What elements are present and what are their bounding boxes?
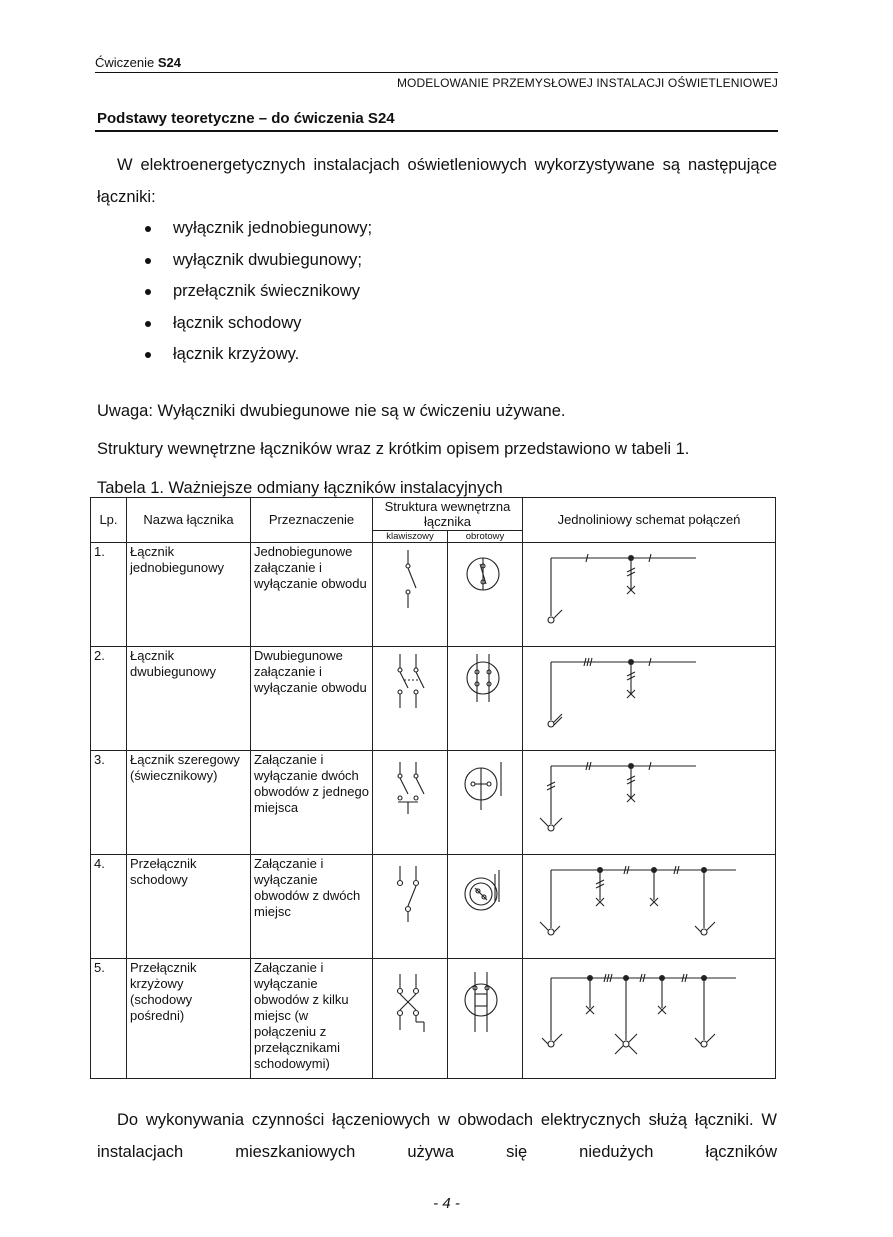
keyed-structure-5 [373,959,448,1079]
closing-paragraph [97,1104,777,1168]
list-item: wyłącznik dwubiegunowy; [145,245,372,277]
rotary-structure-1 [448,543,523,647]
header-keyed: klawiszowy [373,531,448,543]
switch-table [90,497,776,1079]
keyed-structure-1 [373,543,448,647]
keyed-structure-3 [373,751,448,855]
list-item: przełącznik świecznikowy [145,276,372,308]
note-text: Uwaga: Wyłączniki dwubiegunowe nie są w ćwiczeniu używane. [97,402,566,420]
rotary-switch-2pole-icon [451,648,515,738]
schema-2 [523,647,776,751]
row-purpose: Załączanie i wyłączanie obwodów z kilku miejsc (w połączeniu z przełącznikami schodowymi) [251,959,373,1079]
keyed-switch-2pole-icon [376,648,440,738]
rotary-switch-1pole-icon [451,544,515,634]
wiring-diagram-5-icon [526,960,766,1070]
rotary-structure-2 [448,647,523,751]
exercise-label [95,55,181,70]
rotary-structure-3 [448,751,523,855]
table-row [91,751,776,855]
table-row [91,543,776,647]
row-name: Łącznik szeregowy (świecznikowy) [127,751,251,855]
row-name: Łącznik jednobiegunowy [127,543,251,647]
row-lp: 5. [91,959,127,1079]
list-item: łącznik krzyżowy. [145,339,372,371]
header-subtitle: MODELOWANIE PRZEMYSŁOWEJ INSTALACJI OŚWIETLENIOWEJ [396,76,778,90]
keyed-switch-series-icon [376,752,440,842]
header-rule [95,72,778,73]
section-title-bold: Podstawy teoretyczne [97,110,255,127]
row-name: Przełącznik schodowy [127,855,251,959]
schema-4 [523,855,776,959]
keyed-switch-cross-icon [376,960,440,1060]
schema-3 [523,751,776,855]
list-item: wyłącznik jednobiegunowy; [145,213,372,245]
row-name: Przełącznik krzyżowy (schodowy pośredni) [127,959,251,1079]
wiring-diagram-2-icon [526,648,766,748]
list-item: łącznik schodowy [145,308,372,340]
row-purpose: Załączanie i wyłączanie obwodów z dwóch miejsc [251,855,373,959]
row-purpose: Dwubiegunowe załączanie i wyłączanie obwodu [251,647,373,751]
rotary-structure-4 [448,855,523,959]
table-caption: Tabela 1. Ważniejsze odmiany łączników instalacyjnych [97,479,503,497]
switch-types-list [145,213,372,371]
intro-paragraph [97,149,777,213]
section-title-rest: – do ćwiczenia S24 [254,110,395,127]
rotary-switch-series-icon [451,752,515,842]
exercise-code: S24 [157,55,182,70]
rotary-switch-staircase-icon [451,856,515,946]
row-lp: 1. [91,543,127,647]
rotary-structure-5 [448,959,523,1079]
table-intro-text: Struktury wewnętrzne łączników wraz z krótkim opisem przedstawiono w tabeli 1. [97,440,690,458]
table-row [91,855,776,959]
schema-5 [523,959,776,1079]
header-rotary: obrotowy [448,531,523,543]
schema-1 [523,543,776,647]
row-lp: 3. [91,751,127,855]
rotary-switch-cross-icon [451,960,515,1060]
section-rule [95,130,778,132]
wiring-diagram-4-icon [526,856,766,956]
closing-paragraph-text: Do wykonywania czynności łączeniowych w obwodach elektrycznych służą łączniki. W instalacjach mieszkaniowych używa się niedużych łączników [97,1111,777,1161]
intro-paragraph-text: W elektroenergetycznych instalacjach oświetleniowych wykorzystywane są następujące łączniki: [97,156,777,206]
header-lp: Lp. [91,498,127,543]
header-name: Nazwa łącznika [127,498,251,543]
row-lp: 4. [91,855,127,959]
keyed-switch-1pole-icon [376,544,440,634]
table-row [91,647,776,751]
header-purpose: Przeznaczenie [251,498,373,543]
wiring-diagram-3-icon [526,752,766,852]
table-row [91,959,776,1079]
header-structure: Struktura wewnętrzna łącznika [373,498,523,531]
section-title [97,110,395,127]
page-number: - 4 - [433,1195,460,1212]
exercise-prefix: Ćwiczenie [95,55,155,70]
row-purpose: Jednobiegunowe załączanie i wyłączanie obwodu [251,543,373,647]
wiring-diagram-1-icon [526,544,766,644]
keyed-structure-4 [373,855,448,959]
row-lp: 2. [91,647,127,751]
keyed-switch-staircase-icon [376,856,440,946]
row-name: Łącznik dwubiegunowy [127,647,251,751]
row-purpose: Załączanie i wyłączanie dwóch obwodów z jednego miejsca [251,751,373,855]
keyed-structure-2 [373,647,448,751]
header-schema: Jednoliniowy schemat połączeń [523,498,776,543]
